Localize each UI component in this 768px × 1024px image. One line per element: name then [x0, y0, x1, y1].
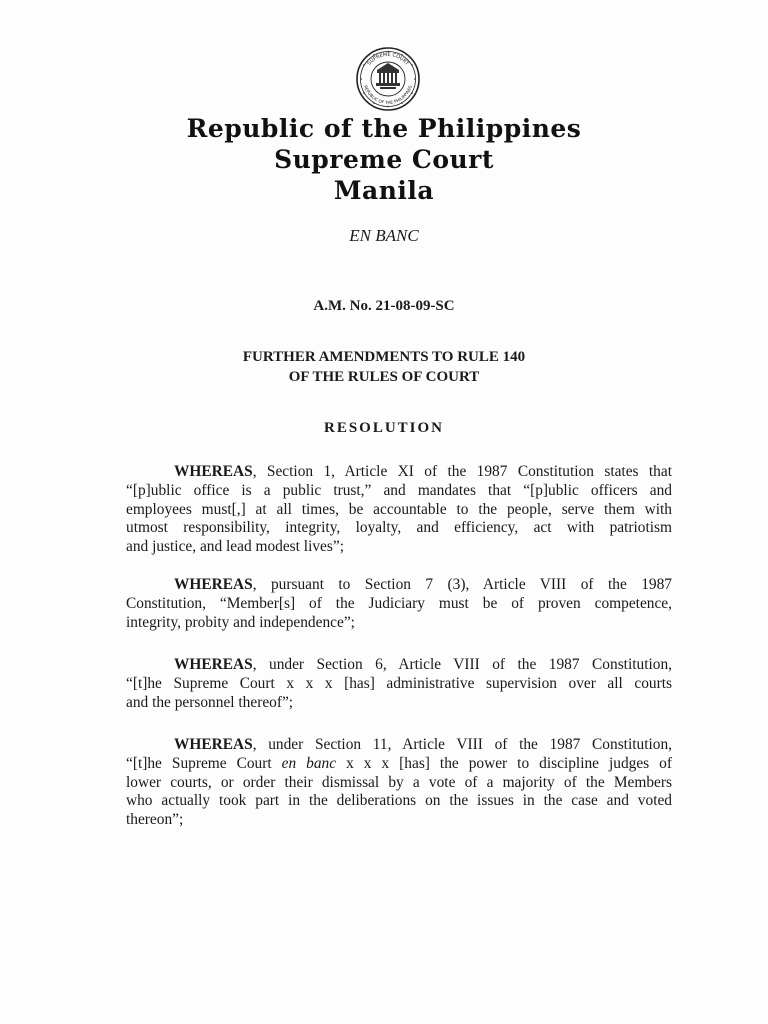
- paragraph-line: “[p]ublic office is a public trust,” and mandates that “[p]ublic officers and: [126, 481, 672, 499]
- paragraph-line: who actually took part in the deliberations on the issues in the case and voted: [126, 792, 672, 810]
- whereas-keyword: WHEREAS: [174, 463, 253, 480]
- document-title-line-2: OF THE RULES OF COURT: [288, 369, 480, 385]
- whereas-keyword: WHEREAS: [174, 576, 253, 593]
- paragraph-line: “[t]he Supreme Court en banc x x x [has] the power to discipline judges of: [126, 754, 672, 772]
- paragraph-line: and justice, and lead modest lives”;: [126, 538, 344, 556]
- paragraph-line: employees must[,] at all times, be accountable to the people, serve them with: [126, 500, 672, 518]
- document-title-line-1: FURTHER AMENDMENTS TO RULE 140: [242, 349, 526, 365]
- whereas-keyword: WHEREAS: [174, 656, 253, 673]
- paragraph-line: and the personnel thereof”;: [126, 693, 294, 711]
- en-banc-italic: en banc: [281, 754, 337, 772]
- paragraph-line: thereon”;: [126, 811, 184, 829]
- paragraph-line: lower courts, or order their dismissal by a vote of a majority of the Members: [126, 773, 672, 791]
- paragraph-line: WHEREAS, Section 1, Article XI of the 1987 Constitution states that: [174, 463, 672, 480]
- whereas-paragraph-3: [126, 656, 672, 712]
- paragraph-line: WHEREAS, under Section 11, Article VIII of the 1987 Constitution,: [174, 736, 672, 753]
- section-heading-resolution: RESOLUTION: [323, 420, 445, 436]
- paragraph-line: utmost responsibility, integrity, loyalty, and efficiency, act with patriotism: [126, 519, 672, 537]
- paragraph-line: Constitution, “Member[s] of the Judiciary must be of proven competence,: [126, 594, 672, 612]
- paragraph-line: integrity, probity and independence”;: [126, 613, 355, 631]
- en-banc-label: EN BANC: [349, 226, 419, 245]
- header-republic: Republic of the Philippines: [186, 114, 582, 143]
- supreme-court-seal-icon: [355, 46, 421, 112]
- seal-text-top: SUPREME COURT: [366, 51, 410, 67]
- seal-text-bottom: REPUBLIC OF THE PHILIPPINES: [362, 84, 414, 106]
- whereas-keyword: WHEREAS: [174, 736, 253, 753]
- paragraph-line: “[t]he Supreme Court x x x [has] administrative supervision over all courts: [126, 674, 672, 692]
- administrative-matter-number: A.M. No. 21-08-09-SC: [313, 298, 455, 314]
- whereas-paragraph-1: [126, 463, 672, 557]
- header-supreme-court: Supreme Court: [274, 145, 494, 174]
- header-manila: Manila: [333, 176, 435, 205]
- whereas-paragraph-2: [126, 576, 672, 632]
- paragraph-line: WHEREAS, under Section 6, Article VIII of the 1987 Constitution,: [174, 656, 672, 673]
- whereas-paragraph-4: [126, 736, 672, 830]
- paragraph-line: WHEREAS, pursuant to Section 7 (3), Article VIII of the 1987: [174, 576, 672, 593]
